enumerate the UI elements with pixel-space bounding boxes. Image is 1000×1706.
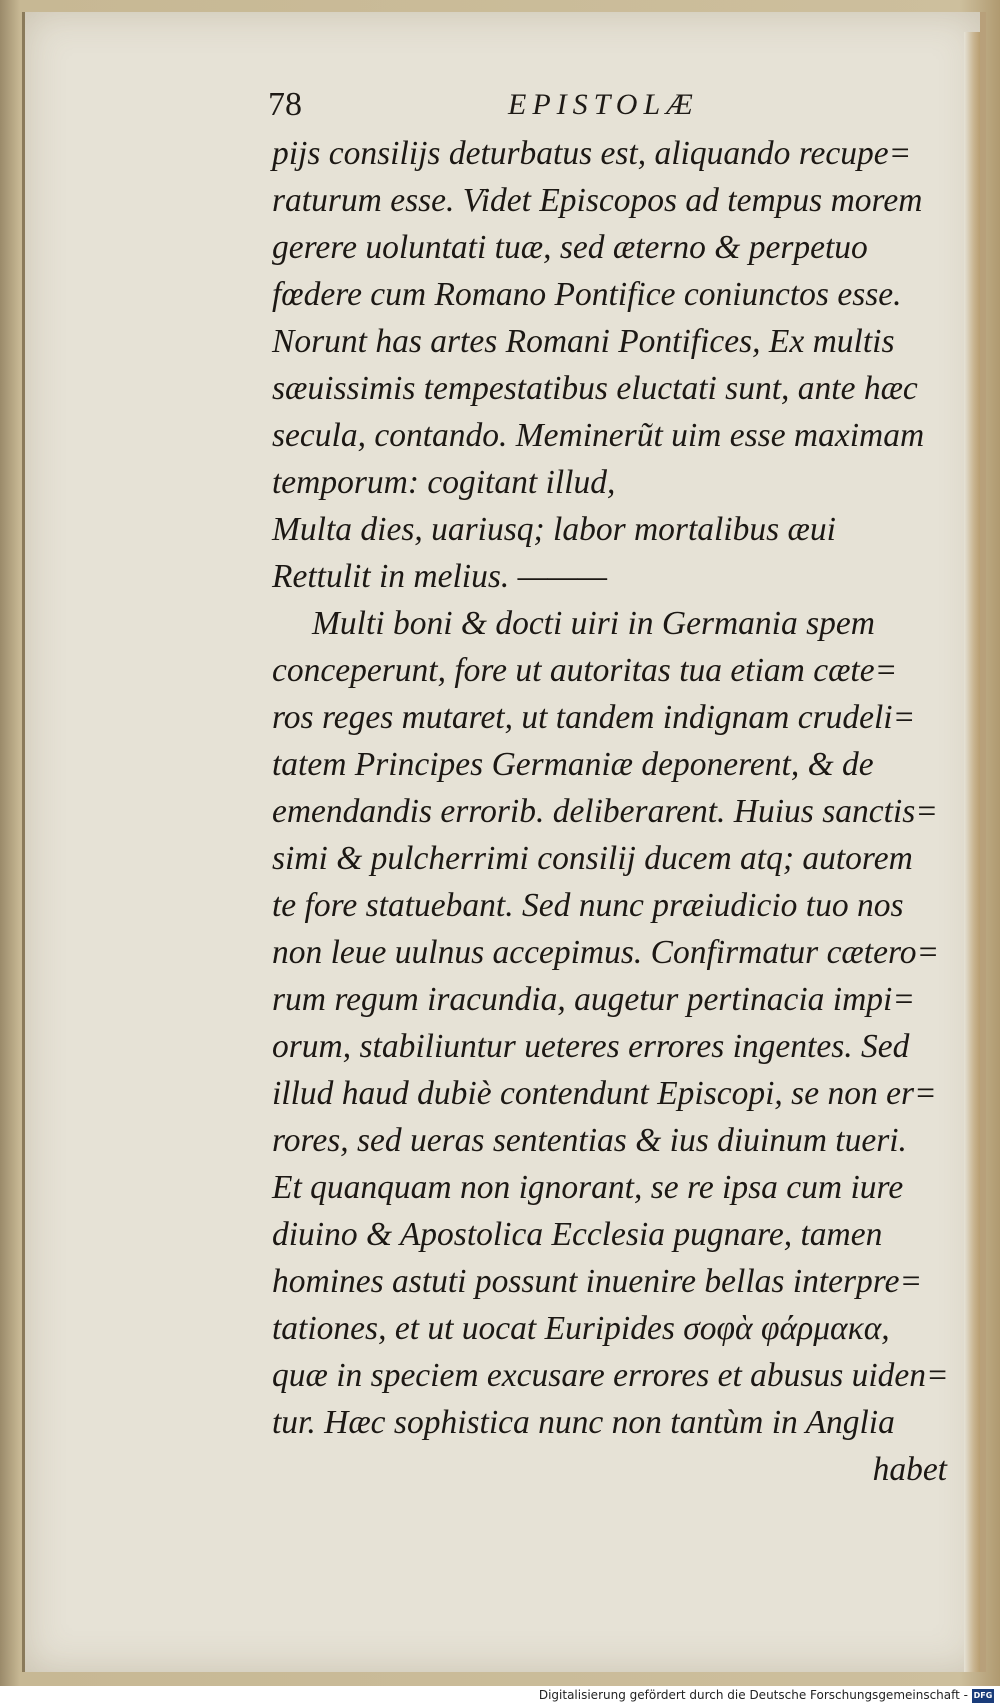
paragraph-start-line: Multi boni & docti uiri in Germania spem <box>312 605 875 642</box>
text-line: pijs consilijs deturbatus est, aliquando recupe= <box>272 135 912 172</box>
text-line: quæ in speciem excusare errores et abusus uiden= <box>272 1357 949 1394</box>
page-number: 78 <box>268 86 302 123</box>
text-line: te fore statuebant. Sed nunc præiudicio tuo nos <box>272 887 904 924</box>
catchword: habet <box>872 1451 947 1488</box>
text-line: raturum esse. Videt Episcopos ad tempus morem <box>272 182 923 219</box>
text-line: simi & pulcherrimi consilij ducem atq; autorem <box>272 840 913 877</box>
text-line: diuino & Apostolica Ecclesia pugnare, tamen <box>272 1216 883 1253</box>
text-line: rum regum iracundia, augetur pertinacia impi= <box>272 981 915 1018</box>
text-line: rores, sed ueras sententias & ius diuinum tueri. <box>272 1122 907 1159</box>
text-line: illud haud dubiè contendunt Episcopi, se non er= <box>272 1075 937 1112</box>
verse-line: Rettulit in melius. ——— <box>272 558 607 595</box>
text-line: non leue uulnus accepimus. Confirmatur cætero= <box>272 934 940 971</box>
funding-credit: Digitalisierung gefördert durch die Deutsche Forschungsgemeinschaft - <box>538 1688 968 1702</box>
text-line: homines astuti possunt inuenire bellas interpre= <box>272 1263 923 1300</box>
text-line: fœdere cum Romano Pontifice coniunctos esse. <box>272 276 902 313</box>
text-line: tationes, et ut uocat Euripides σοφὰ φάρμακα, <box>272 1310 890 1347</box>
text-line: emendandis errorib. deliberarent. Huius sanctis= <box>272 793 938 830</box>
page-header <box>268 86 958 126</box>
text-line: gerere uoluntati tuæ, sed æterno & perpetuo <box>272 229 868 266</box>
running-title: EPISTOLÆ <box>508 88 699 121</box>
text-line: sæuissimis tempestatibus eluctati sunt, ante hæc <box>272 370 918 407</box>
text-line: conceperunt, fore ut autoritas tua etiam cæte= <box>272 652 898 689</box>
text-line: Et quanquam non ignorant, se re ipsa cum iure <box>272 1169 904 1206</box>
verse-line: Multa dies, uariusq; labor mortalibus æui <box>272 511 836 548</box>
text-line: Norunt has artes Romani Pontifices, Ex multis <box>272 323 895 360</box>
text-line: tur. Hæc sophistica nunc non tantùm in Anglia <box>272 1404 895 1441</box>
text-line: orum, stabiliuntur ueteres errores ingentes. Sed <box>272 1028 910 1065</box>
digitization-footer <box>0 1686 1000 1706</box>
dfg-logo-icon: DFG <box>972 1689 994 1703</box>
text-line: ros reges mutaret, ut tandem indignam crudeli= <box>272 699 916 736</box>
text-line: temporum: cogitant illud, <box>272 464 616 501</box>
text-line: secula, contando. Meminerũt uim esse maximam <box>272 417 925 454</box>
body-text <box>272 130 967 1493</box>
text-line: tatem Principes Germaniæ deponerent, & de <box>272 746 874 783</box>
